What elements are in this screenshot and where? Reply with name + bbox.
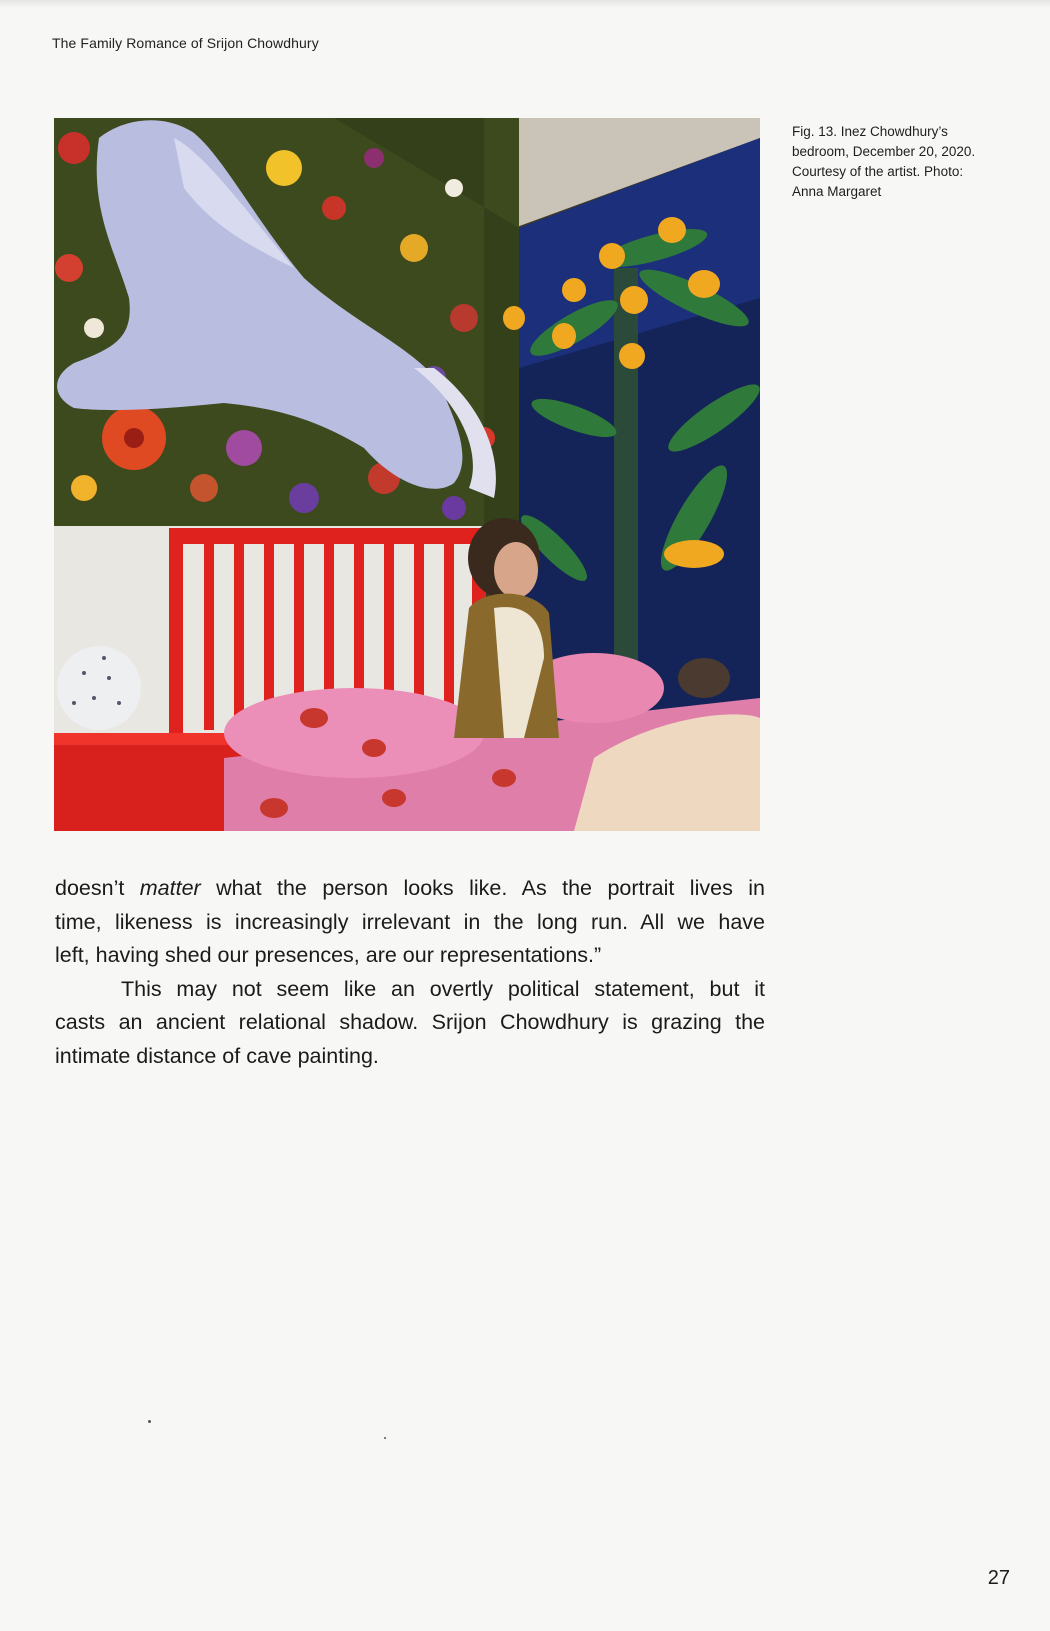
paragraph-1 [55, 872, 765, 973]
bedroom-photo-illustration [54, 118, 760, 831]
figure-caption [792, 122, 1012, 202]
page-number: 27 [987, 1567, 1010, 1589]
paper-speck [384, 1437, 386, 1439]
caption-line: bedroom, December 20, 2020. [792, 144, 976, 159]
caption-line: Anna Margaret [792, 184, 882, 199]
text-line: intimate distance of cave painting. [55, 1043, 379, 1068]
text-line: This may not seem like an overtly political statement, but it [121, 976, 765, 1001]
text-run: doesn’t [55, 876, 140, 900]
text-line [55, 872, 765, 906]
paragraph-2 [55, 973, 765, 1074]
caption-line: Courtesy of the artist. Photo: [792, 164, 964, 179]
text-line: time, likeness is increasingly irrelevant in the long run. All we have [55, 909, 765, 934]
body-text [55, 872, 765, 1073]
emphasis-text: matter [139, 876, 201, 900]
paper-speck [148, 1420, 151, 1423]
running-head: The Family Romance of Srijon Chowdhury [52, 35, 319, 51]
figure-photo-bedroom [54, 118, 760, 831]
text-run: what the person looks like. As the portrait lives in [200, 876, 765, 900]
caption-line: Fig. 13. Inez Chowdhury’s [792, 124, 948, 139]
text-line: left, having shed our presences, are our representations.” [55, 943, 602, 967]
text-line: casts an ancient relational shadow. Srijon Chowdhury is grazing the [55, 1010, 765, 1034]
page-top-edge [0, 0, 1050, 8]
